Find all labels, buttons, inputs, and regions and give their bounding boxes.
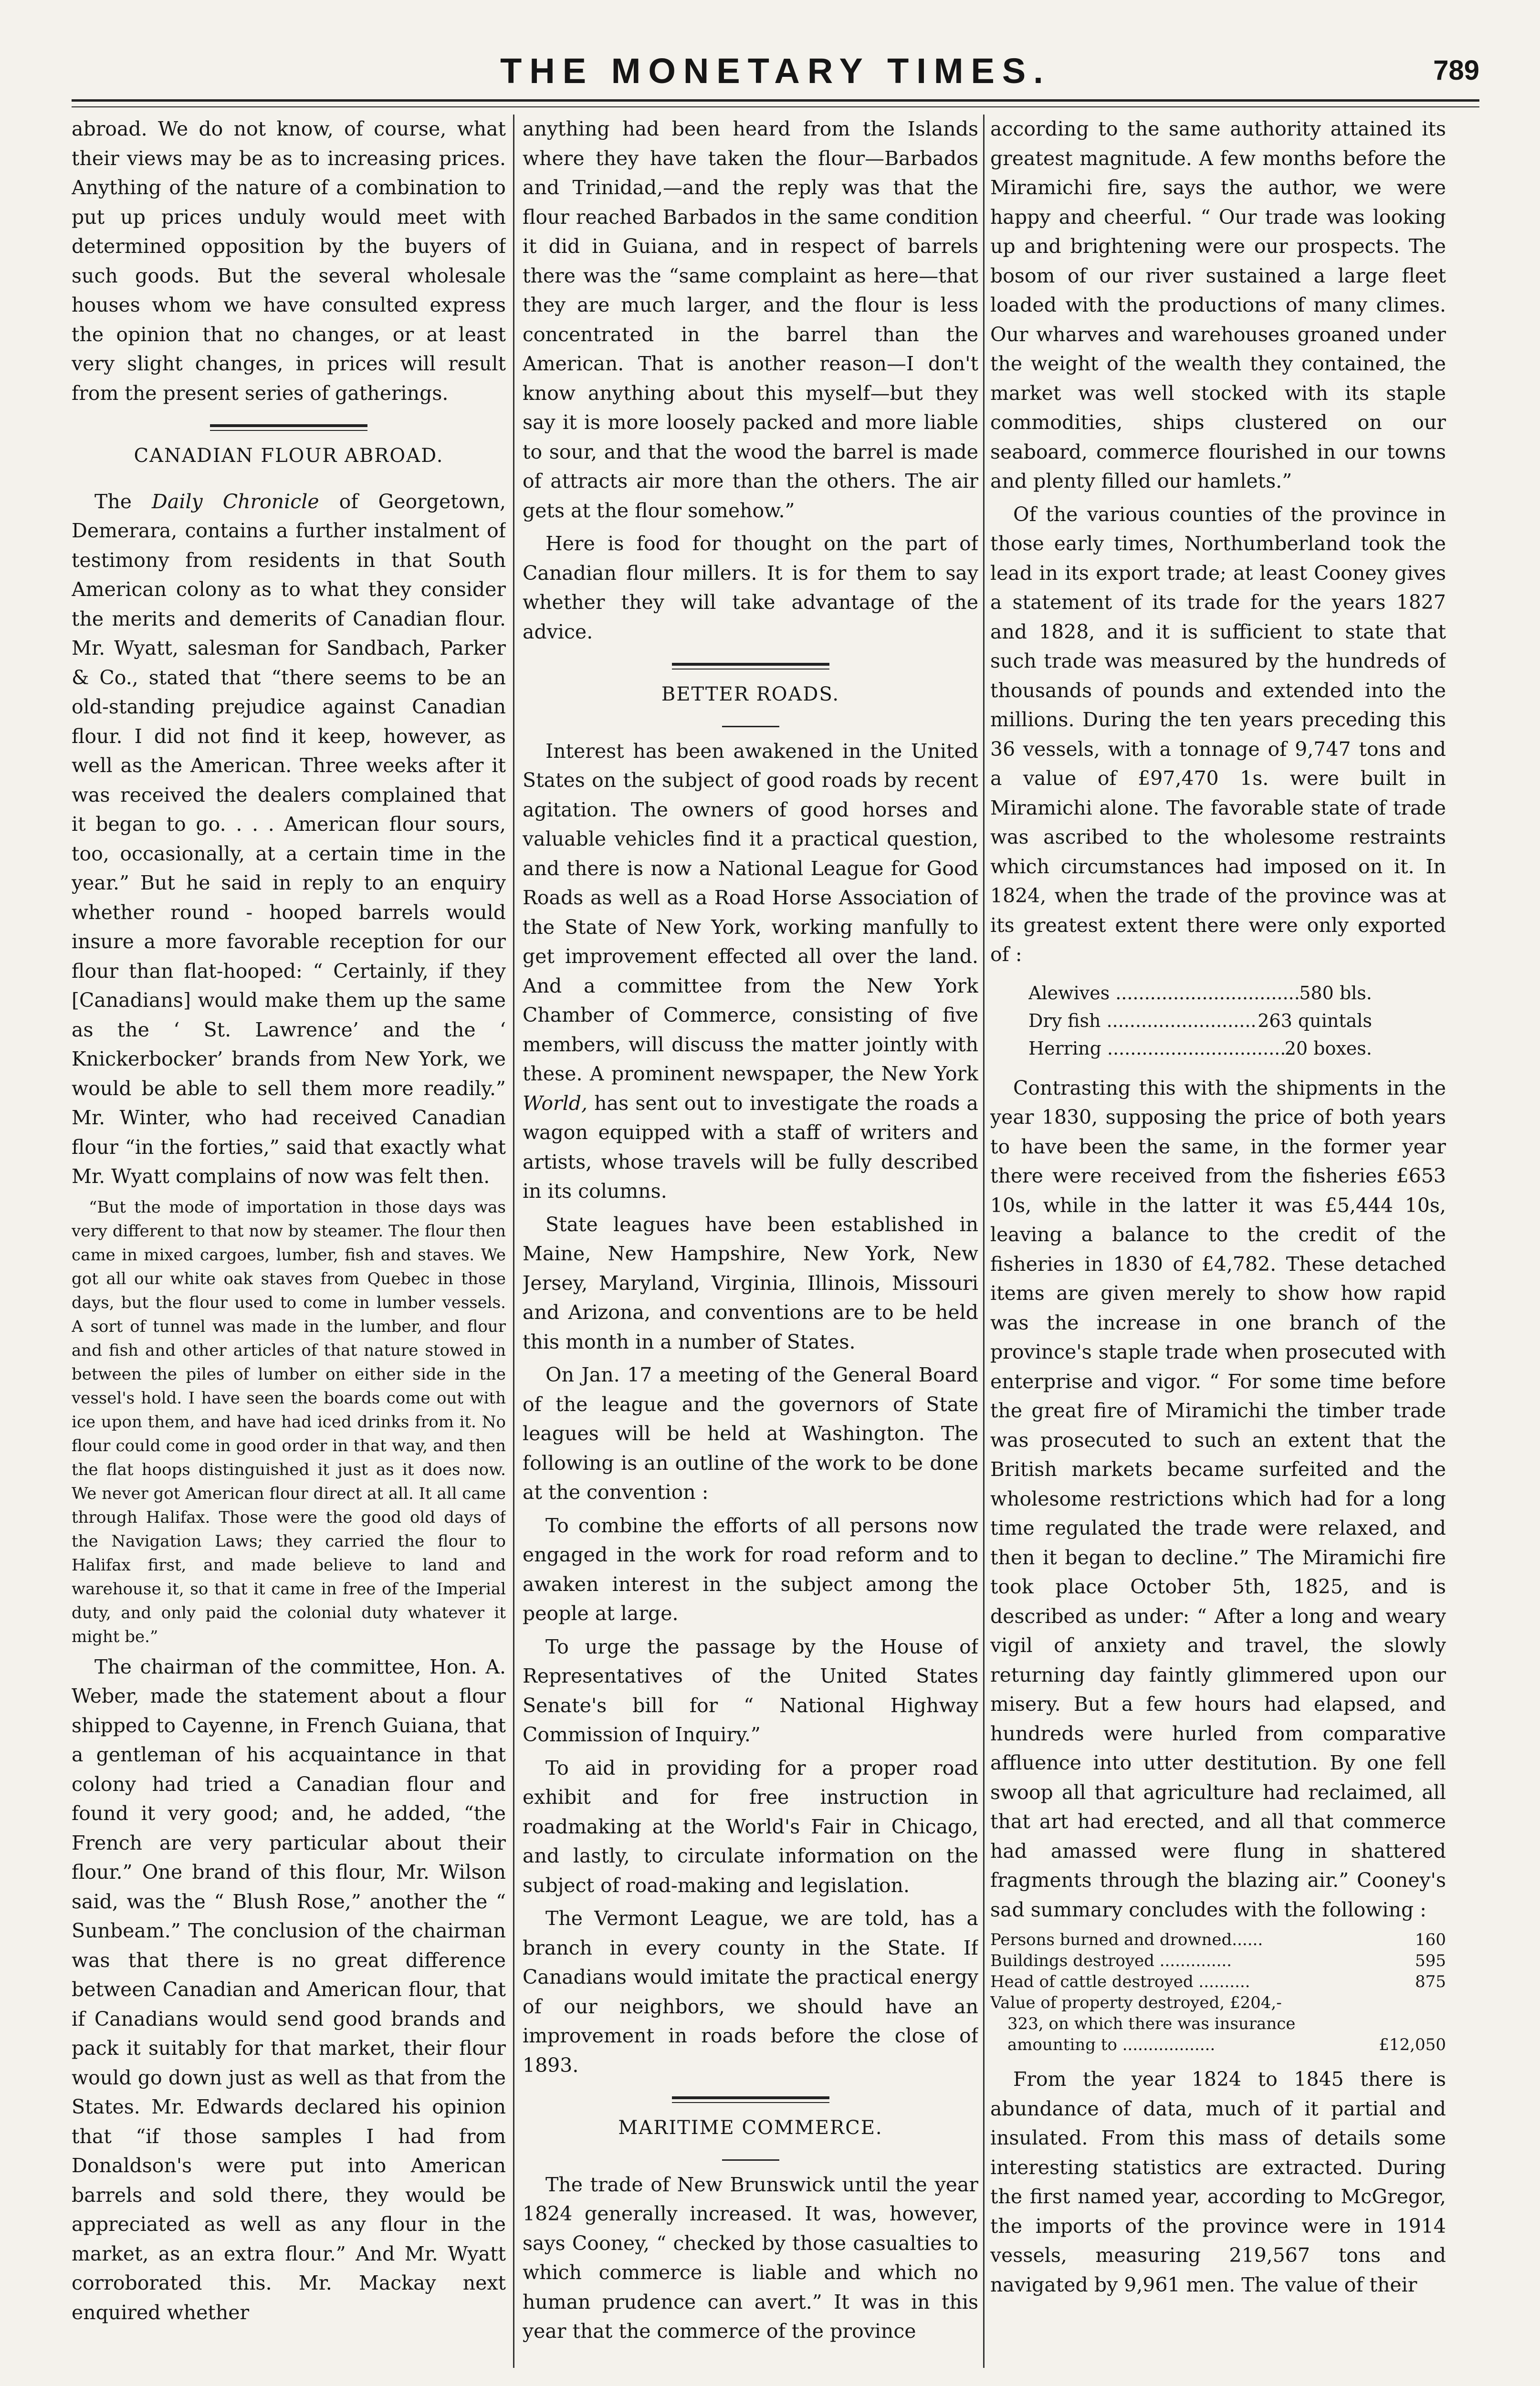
heading-rule	[722, 726, 779, 727]
paragraph: The trade of New Brunswick until the year 1824 generally increased. It was, however, says Cooney, “ checked by those casualties to which commerce is liable and which no human prudence can avert.” It was in this year that the commerce of the province	[523, 2173, 978, 2343]
masthead	[72, 44, 1479, 96]
heading-rule	[722, 2159, 779, 2161]
page-number: 789	[1433, 55, 1479, 86]
table-row: Alewives ..... 580 bls.	[1028, 979, 1372, 1007]
paragraph: Here is food for thought on the part of Canadian flour millers. It is for them to say whether they will take advantage of the advice.	[523, 532, 978, 643]
paragraph: To aid in providing for a proper road exhibit and for free instruction in roadmaking at the World's Fair in Chicago, and lastly, to circulate information on the subject of road-making and legislation.	[523, 1756, 978, 1897]
table-row: Dry fish ..... 263 quintals	[1028, 1007, 1372, 1035]
paragraph: From the year 1824 to 1845 there is abundance of data, much of it partial and insulated. From this mass of details some interesting statistics are extracted. During the first named year, according to McGregor, the imports of the province were in 1914 vessels, measuring 219,567 tons and navigated by 9,961 men. The value of their	[990, 2068, 1446, 2296]
column-2	[523, 115, 978, 2368]
paragraph: State leagues have been established in Maine, New Hampshire, New York, New Jersey, Maryland, Virginia, Illinois, Missouri and Arizona, and conventions are to be held this month in a number of States.	[523, 1213, 978, 1353]
article-heading: BETTER ROADS.	[661, 683, 840, 705]
quoted-paragraph: “But the mode of importation in those days was very different to that now by steamer. The flour then came in mixed cargoes, lumber, fish and staves. We got all our white oak staves from Quebec in those days, but the flour used to come in lumber vessels. A sort of tunnel was made in the lumber, and flour and fish and other articles of that nature stowed in between the piles of lumber on either side in the vessel's hold. I have seen the boards come out with ice upon them, and have had iced drinks from it. No flour could come in good order in that way, and then the flat hoops distinguished it just as it does now. We never got American flour direct at all. It all came through Halifax. Those were the good old days of the Navigation Laws; they carried the flour to Halifax first, and made believe to land and warehouse it, so that it came in free of the Imperial duty, and only paid the colonial duty whatever it might be.”	[72, 1197, 506, 1646]
paragraph: Of the various counties of the province in those early times, Northumberland took the lead in its export trade; at least Cooney gives a statement of its trade for the years 1827 and 1828, and it is sufficient to state that such trade was measured by the hundreds of thousands of pounds and extended into the millions. During the ten years preceding this 36 vessels, with a tonnage of 9,747 tons and a value of £97,470 1s. were built in Miramichi alone. The favorable state of trade was ascribed to the wholesome restraints which circumstances had imposed on it. In 1824, when the trade of the province was at its greatest extent there were only exported of :	[990, 502, 1446, 966]
table-row: amounting to .................. £12,050	[1007, 2035, 1446, 2054]
column-1	[72, 115, 506, 2368]
table-row: Herring ..... 20 boxes.	[1028, 1035, 1372, 1062]
paragraph: according to the same authority attained its greatest magnitude. A few months before the Miramichi fire, says the author, we were happy and cheerful. “ Our trade was looking up and brightening were our prospects. The bosom of our river sustained a large fleet loaded with the productions of many climes. Our wharves and warehouses groaned under the weight of the wealth they contained, the market was well stocked with its staple commodities, ships clustered on our seaboard, commerce flourished in our towns and plenty filled our hamlets.”	[990, 117, 1446, 492]
section-rule	[672, 2096, 829, 2103]
article-heading: CANADIAN FLOUR ABROAD.	[134, 445, 444, 467]
table-row: Buildings destroyed .............. 595	[990, 1951, 1446, 1970]
table-row: Head of cattle destroyed .......... 875	[990, 1972, 1446, 1991]
table-row: Value of property destroyed, £204,-	[990, 1993, 1282, 2012]
paragraph: To combine the efforts of all persons now engaged in the work for road reform and to awaken interest in the subject among the people at large.	[523, 1514, 978, 1625]
paragraph: The Daily Chronicle of Georgetown, Demerara, contains a further instalment of testimony from residents in that South American colony as to what they consider the merits and demerits of Canadian flour. Mr. Wyatt, salesman for Sandbach, Parker & Co., stated that “there seems to be an old-standing prejudice against Canadian flour. I did not find it keep, however, as well as the American. Three weeks after it was received the dealers complained that it began to go. . . . American flour sours, too, occasionally, at a certain time in the year.” But he said in reply to an enquiry whether round - hooped barrels would insure a more favorable reception for our flour than flat-hooped: “ Certainly, if they [Canadians] would make them up the same as the ‘ St. Lawrence’ and the ‘ Knickerbocker’ brands from New York, we would be able to sell them more readily.” Mr. Winter, who had received Canadian flour “in the forties,” said that exactly what Mr. Wyatt complains of now was felt then.	[72, 490, 506, 1188]
article-heading: MARITIME COMMERCE.	[618, 2117, 883, 2139]
paragraph: Contrasting this with the shipments in the year 1830, supposing the price of both years to have been the same, in the former year there were received from the fisheries £653 10s, while in the latter it was £5,444 10s, leaving a balance to the credit of the fisheries in 1830 of £4,782. These detached items are given merely to show how rapid was the increase in one branch of the province's staple trade when prosecuted with enterprise and vigor. “ For some time before the great fire of Miramichi the timber trade was prosecuted to such an extent that the British markets became surfeited and the wholesome restrictions which had for a long time regulated the trade were relaxed, and then it began to decline.” The Miramichi fire took place October 5th, 1825, and is described as under: “ After a long and weary vigil of anxiety and travel, the slowly returning day faintly glimmered upon our misery. But a few hours had elapsed, and hundreds were hurled from comparative affluence into utter destitution. By one fell swoop all that agriculture had reclaimed, all that art had erected, and all that commerce had amassed were flung in shattered fragments through the blazing air.” Cooney's sad summary concludes with the following :	[990, 1076, 1446, 1921]
column-divider	[513, 115, 514, 2368]
paragraph: To urge the passage by the House of Representatives of the United States Senate's bill for “ National Highway Commission of Inquiry.”	[523, 1635, 978, 1746]
paragraph: The chairman of the committee, Hon. A. Weber, made the statement about a flour shipped to Cayenne, in French Guiana, that a gentleman of his acquaintance in that colony had tried a Canadian flour and found it very good; and, he added, “the French are very particular about their flour.” One brand of this flour, Mr. Wilson said, was the “ Blush Rose,” another the “ Sunbeam.” The conclusion of the chairman was that there is no great difference between Canadian and American flour, that if Canadians would send good brands and pack it suitably for that market, their flour would go down just as well as that from the States. Mr. Edwards declared his opinion that “if those samples I had from Donaldson's were put into American barrels and sold there, they would be appreciated as well as any flour in the market, as an extra flour.” And Mr. Wyatt corroborated this. Mr. Mackay next enquired whether	[72, 1655, 506, 2324]
paragraph: abroad. We do not know, of course, what their views may be as to increasing prices. Anything of the nature of a combination to put up prices unduly would meet with determined opposition by the buyers of such goods. But the several wholesale houses whom we have consulted express the opinion that no changes, or at least very slight changes, in prices will result from the present series of gatherings.	[72, 117, 506, 405]
paragraph: anything had been heard from the Islands where they have taken the flour—Barbados and Trinidad,—and the reply was that the flour reached Barbados in the same condition it did in Guiana, and in respect of barrels there was the “same complaint as here—that they are much larger, and the flour is less concentrated in the barrel than the American. That is another reason—I don't know anything about this myself—but they say it is more loosely packed and more liable to sour, and that the wood the barrel is made of attracts air more than the others. The air gets at the flour somehow.”	[523, 117, 978, 522]
exports-table	[1028, 979, 1446, 1062]
column-3	[990, 115, 1446, 2368]
section-rule	[672, 663, 829, 670]
paragraph: On Jan. 17 a meeting of the General Board of the league and the governors of State leagues will be held at Washington. The following is an outline of the work to be done at the convention :	[523, 1363, 978, 1504]
table-row: 323, on which there was insurance	[1007, 2014, 1296, 2033]
table-row: Persons burned and drowned...... 160	[990, 1930, 1446, 1949]
section-rule	[210, 424, 367, 431]
column-divider	[983, 115, 985, 2368]
masthead-rule	[72, 99, 1479, 107]
paragraph: The Vermont League, we are told, has a branch in every county in the State. If Canadians would imitate the practical energy of our neighbors, we should have an improvement in roads before the close of 1893.	[523, 1907, 978, 2077]
losses-table	[990, 1929, 1446, 2055]
publication-title: THE MONETARY TIMES.	[500, 51, 1051, 91]
paragraph: Interest has been awakened in the United States on the subject of good roads by recent agitation. The owners of good horses and valuable vehicles find it a practical question, and there is now a National League for Good Roads as well as a Road Horse Association of the State of New York, working manfully to get improvement effected all over the land. And a committee from the New York Chamber of Commerce, consisting of five members, will discuss the matter jointly with these. A prominent newspaper, the New York World, has sent out to investigate the roads a wagon equipped with a staff of writers and artists, whose travels will be fully described in its columns.	[523, 739, 978, 1203]
